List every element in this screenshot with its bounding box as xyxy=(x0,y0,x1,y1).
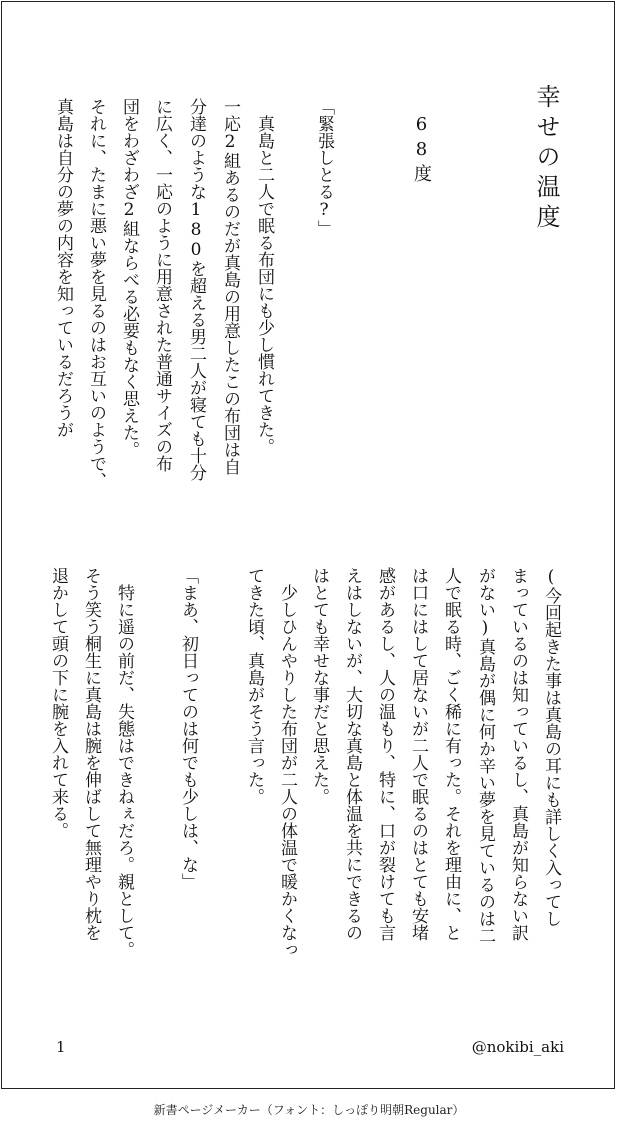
text-line: 感があるし、人の温もり、特に、口が裂けても言 xyxy=(375,567,395,941)
text-line: まっているのは知っているし、真島が知らない訳 xyxy=(508,567,528,941)
text-line: 特に遥の前だ、失態はできねぇだろ。親として。 xyxy=(114,567,134,958)
text-line: に広く、一応のように用意された普通サイズの布 xyxy=(152,98,172,472)
text-line: は口にはして居ないが二人で眠るのはとても安堵 xyxy=(408,567,428,941)
generator-caption: 新書ページメーカー（フォント：しっぽり明朝Regular） xyxy=(153,1103,465,1117)
text-line: そう笑う桐生に真島は腕を伸ばして無理やり枕を xyxy=(81,567,101,941)
text-line: えはしないが、大切な真島と体温を共にできるの xyxy=(342,567,362,941)
text-line: 一応2組あるのだが真島の用意したこの布団は自 xyxy=(220,98,240,475)
text-line: 退かして頭の下に腕を入れて来る。 xyxy=(48,567,68,839)
text-line: 「まあ、初日ってのは何でも少しは、な」 xyxy=(178,567,198,890)
text-line: 人で眠る時、ごく稀に有った。それを理由に、と xyxy=(441,567,461,941)
text-line: 少しひんやりした布団が二人の体温で暖かくなっ xyxy=(277,567,297,958)
text-line: がない)真島が偶に何か辛い夢を見ているのは二 xyxy=(475,567,495,944)
text-line: てきた頃、真島がそう言った。 xyxy=(244,567,264,805)
text-line: 真島と二人で眠る布団にも少し慣れてきた。 xyxy=(254,98,274,455)
author-handle: @nokibi_aki xyxy=(471,1038,564,1056)
text-line: 「緊張しとる?」 xyxy=(314,98,334,237)
page-number: 1 xyxy=(56,1038,66,1056)
text-line: はとても幸せな事だと思えた。 xyxy=(309,567,329,805)
text-line: それに、たまに悪い夢を見るのはお互いのようで、 xyxy=(86,98,106,489)
story-subtitle: 68度 xyxy=(411,114,432,186)
text-line: (今回起きた事は真島の耳にも詳しく入ってし xyxy=(541,567,561,927)
story-title: 幸せの温度 xyxy=(532,84,560,234)
page-frame xyxy=(1,1,615,1089)
text-line: 団をわざわざ2組ならべる必要もなく思えた。 xyxy=(119,98,139,458)
text-line: 分達のような180を超える男二人が寝ても十分 xyxy=(186,98,206,481)
text-line: 真島は自分の夢の内容を知っているだろうが xyxy=(53,98,73,438)
